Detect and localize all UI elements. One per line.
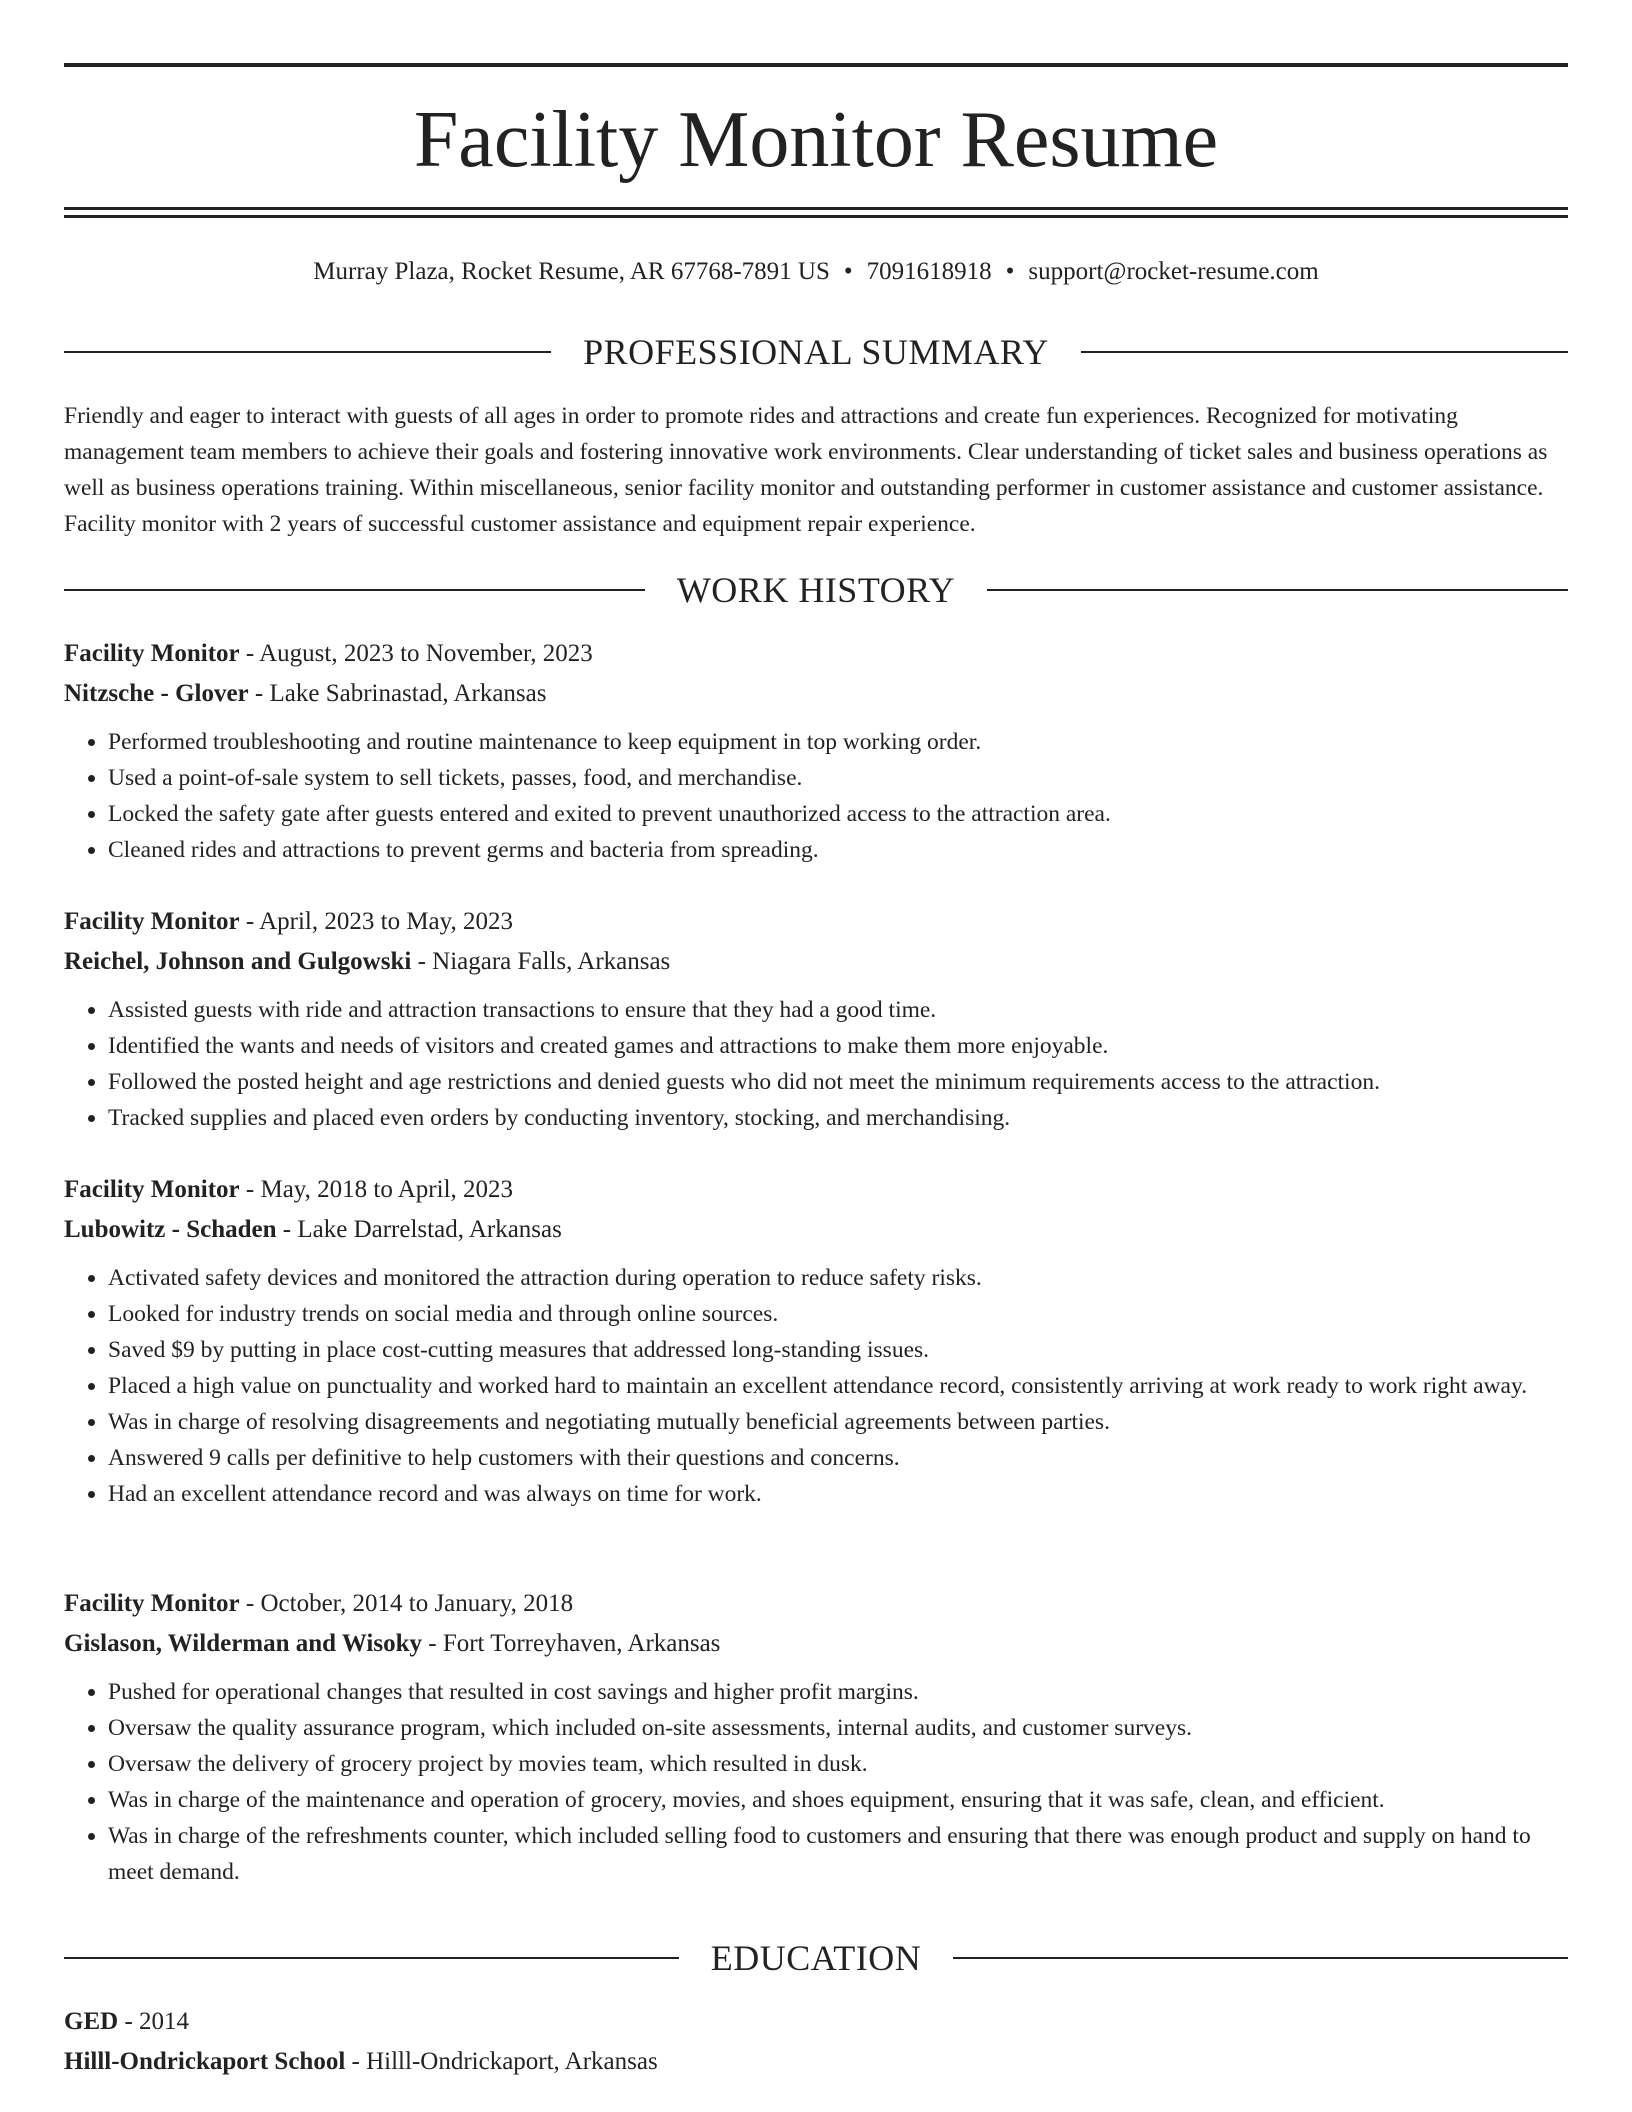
page-title: Facility Monitor Resume: [413, 96, 1219, 184]
contact-email: support@rocket-resume.com: [1028, 258, 1319, 285]
list-item: • Followed the posted height and age restrictions and denied guests who did not meet the minimum requirements access to the attraction.: [108, 1064, 1568, 1100]
job-dates: - October, 2014 to January, 2018: [239, 1590, 574, 1617]
top-rule: [64, 63, 1568, 67]
list-item: • Activated safety devices and monitored the attraction during operation to reduce safety risks.: [108, 1260, 1568, 1296]
list-item: • Placed a high value on punctuality and worked hard to maintain an excellent attendance record, consistently arriving at work ready to work right away.: [108, 1368, 1568, 1404]
title-rule-upper: [64, 207, 1568, 210]
job-title-line: [64, 1584, 1568, 1624]
section-title: EDUCATION: [710, 1938, 922, 1978]
divider: [987, 589, 1568, 591]
list-item: • Performed troubleshooting and routine maintenance to keep equipment in top working order.: [108, 724, 1568, 760]
list-item: • Answered 9 calls per definitive to help customers with their questions and concerns.: [108, 1440, 1568, 1476]
divider: [64, 589, 645, 591]
job-company: Nitzsche - Glover: [64, 680, 249, 707]
job-location: - Lake Darrelstad, Arkansas: [276, 1216, 562, 1243]
job-location: - Lake Sabrinastad, Arkansas: [248, 680, 547, 707]
list-item: • Pushed for operational changes that resulted in cost savings and higher profit margins.: [108, 1674, 1568, 1710]
divider: [64, 1957, 679, 1959]
contact-separator: •: [843, 258, 853, 285]
contact-address: Murray Plaza, Rocket Resume, AR 67768-7891 US: [313, 258, 830, 285]
job-dates: - May, 2018 to April, 2023: [239, 1176, 514, 1203]
job-company-line: [64, 1210, 1568, 1250]
list-item: • Had an excellent attendance record and was always on time for work.: [108, 1476, 1568, 1512]
list-item: • Identified the wants and needs of visitors and created games and attractions to make them more enjoyable.: [108, 1028, 1568, 1064]
job-location: - Fort Torreyhaven, Arkansas: [422, 1630, 721, 1657]
job-company-line: [64, 1624, 1568, 1664]
list-item: • Cleaned rides and attractions to prevent germs and bacteria from spreading.: [108, 832, 1568, 868]
job-title: Facility Monitor: [64, 640, 240, 667]
education-entry: [64, 2002, 1568, 2082]
contact-separator: •: [1005, 258, 1015, 285]
education-degree-line: [64, 2002, 1568, 2042]
list-item: • Oversaw the quality assurance program, which included on-site assessments, internal audits, and customer surveys.: [108, 1710, 1568, 1746]
section-heading-work: [64, 568, 1568, 612]
job-dates: - April, 2023 to May, 2023: [239, 908, 514, 935]
list-item: • Looked for industry trends on social media and through online sources.: [108, 1296, 1568, 1332]
divider: [953, 1957, 1568, 1959]
job-company-line: [64, 942, 1568, 982]
job-entry: [64, 1584, 1568, 1890]
list-item: • Locked the safety gate after guests entered and exited to prevent unauthorized access to the attraction area.: [108, 796, 1568, 832]
job-company: Gislason, Wilderman and Wisoky: [64, 1630, 422, 1657]
section-heading-summary: [64, 330, 1568, 374]
contact-phone: 7091618918: [866, 258, 992, 285]
list-item: • Used a point-of-sale system to sell tickets, passes, food, and merchandise.: [108, 760, 1568, 796]
education-school: Hilll-Ondrickaport School: [64, 2048, 346, 2075]
job-company-line: [64, 674, 1568, 714]
job-entry: [64, 1170, 1568, 1512]
job-bullets: [64, 1674, 1568, 1890]
education-degree: GED: [64, 2008, 119, 2035]
job-company: Lubowitz - Schaden: [64, 1216, 277, 1243]
divider: [1081, 351, 1568, 353]
education-location: - Hilll-Ondrickaport, Arkansas: [345, 2048, 658, 2075]
list-item: • Was in charge of the maintenance and operation of grocery, movies, and shoes equipment, ensuring that it was safe, clean, and efficient.: [108, 1782, 1568, 1818]
list-item: • Assisted guests with ride and attraction transactions to ensure that they had a good time.: [108, 992, 1568, 1028]
list-item: • Was in charge of resolving disagreements and negotiating mutually beneficial agreements between parties.: [108, 1404, 1568, 1440]
contact-line: [64, 252, 1568, 292]
job-bullets: [64, 724, 1568, 868]
job-dates: - August, 2023 to November, 2023: [239, 640, 593, 667]
list-item: • Tracked supplies and placed even orders by conducting inventory, stocking, and merchandising.: [108, 1100, 1568, 1136]
job-title-line: [64, 902, 1568, 942]
list-item: • Was in charge of the refreshments counter, which included selling food to customers and ensuring that there was enough product and supply on hand to meet demand.: [108, 1818, 1568, 1890]
education-school-line: [64, 2042, 1568, 2082]
job-company: Reichel, Johnson and Gulgowski: [64, 948, 412, 975]
job-title: Facility Monitor: [64, 1176, 240, 1203]
divider: [64, 351, 551, 353]
summary-text: Friendly and eager to interact with guests of all ages in order to promote rides and attractions and create fun experiences. Recognized for motivating management team members to achieve their goals and fostering innovative work environments. Clear understanding of ticket sales and business operations as well as business operations training. Within miscellaneous, senior facility monitor and outstanding performer in customer assistance and customer assistance. Facility monitor with 2 years of successful customer assistance and equipment repair experience.: [64, 403, 1548, 537]
job-title: Facility Monitor: [64, 1590, 240, 1617]
job-entry: [64, 902, 1568, 1136]
section-title: PROFESSIONAL SUMMARY: [583, 332, 1049, 372]
job-bullets: [64, 1260, 1568, 1512]
education-year: - 2014: [118, 2008, 190, 2035]
section-heading-education: [64, 1936, 1568, 1980]
job-entry: [64, 634, 1568, 868]
job-title: Facility Monitor: [64, 908, 240, 935]
job-bullets: [64, 992, 1568, 1136]
title-rule-lower: [64, 215, 1568, 218]
section-title: WORK HISTORY: [676, 570, 956, 610]
list-item: • Saved $9 by putting in place cost-cutting measures that addressed long-standing issues.: [108, 1332, 1568, 1368]
list-item: • Oversaw the delivery of grocery project by movies team, which resulted in dusk.: [108, 1746, 1568, 1782]
job-title-line: [64, 1170, 1568, 1210]
job-title-line: [64, 634, 1568, 674]
job-location: - Niagara Falls, Arkansas: [411, 948, 671, 975]
